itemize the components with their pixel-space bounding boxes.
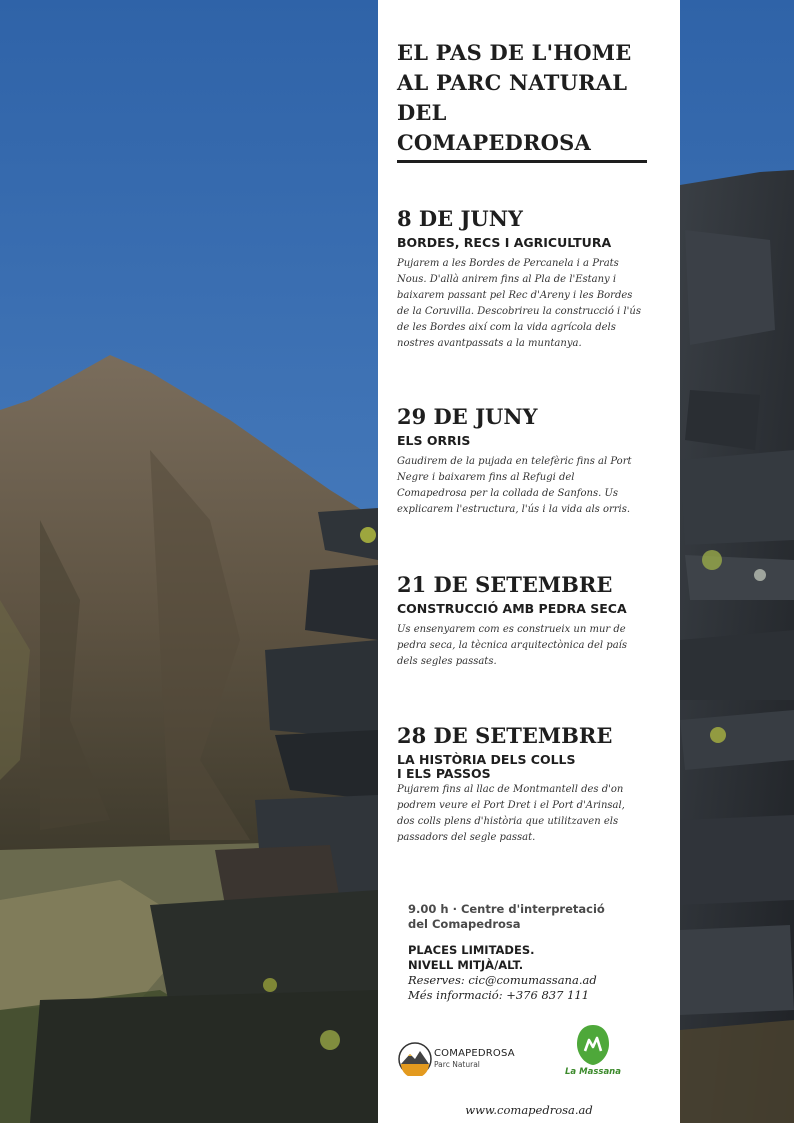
event-description: Gaudirem de la pujada en telefèric fins al Port Negre i baixarem fins al Refugi del Comapedrosa per la collada de Sanfons. Us explicarem l'estructura, l'ús i la vida als orris. <box>397 456 632 515</box>
website-link[interactable]: www.comapedrosa.ad <box>465 1103 593 1117</box>
comapedrosa-logo <box>398 1040 518 1078</box>
info-panel <box>378 0 680 1123</box>
la-massana-emblem-icon <box>576 1024 610 1066</box>
hours-line-2: del Comapedrosa <box>408 917 521 931</box>
event-date: 8 DE JUNY <box>397 206 523 231</box>
comapedrosa-logo-sub: Parc Natural <box>434 1060 480 1069</box>
event-date: 29 DE JUNY <box>397 404 538 429</box>
event-date: 28 DE SETEMBRE <box>397 723 613 748</box>
hours-line-1: 9.00 h · Centre d'interpretació <box>408 902 605 916</box>
event-1 <box>397 206 647 352</box>
title-line-3: DEL COMAPEDROSA <box>397 98 647 163</box>
event-2 <box>397 404 647 518</box>
event-description: Pujarem a les Bordes de Percanela i a Prats Nous. D'allà anirem fins al Pla de l'Estany i baixarem passant pel Rec d'Areny i les Bordes de la Coruvilla. Descobrireu la construcció i l'ús de les Bordes així com la vida agrícola dels nostres avantpassats a la muntanya. <box>397 258 641 349</box>
event-3 <box>397 572 647 670</box>
title-line-2: AL PARC NATURAL <box>397 70 628 95</box>
more-info-phone[interactable]: Més informació: +376 837 111 <box>408 988 590 1002</box>
la-massana-logo-text: La Massana <box>565 1067 621 1077</box>
poster-title <box>397 38 647 163</box>
la-massana-logo <box>563 1024 623 1080</box>
event-title: BORDES, RECS I AGRICULTURA <box>397 235 612 250</box>
event-4 <box>397 723 647 846</box>
event-title: LA HISTÒRIA DELS COLLS I ELS PASSOS <box>397 752 576 781</box>
event-description: Us ensenyarem com es construeix un mur de pedra seca, la tècnica arquitectònica del país dels segles passats. <box>397 624 627 667</box>
event-description: Pujarem fins al llac de Montmantell des d'on podrem veure el Port Dret i el Port d'Arinsal, dos colls plens d'història que utilitzaven els passadors del segle passat. <box>397 784 625 843</box>
event-title: CONSTRUCCIÓ AMB PEDRA SECA <box>397 601 627 616</box>
practical-info <box>408 902 648 1003</box>
places-line-1: PLACES LIMITADES. <box>408 943 535 957</box>
comapedrosa-emblem-icon <box>398 1042 432 1076</box>
event-date: 21 DE SETEMBRE <box>397 572 613 597</box>
places-line-2: NIVELL MITJÀ/ALT. <box>408 958 524 972</box>
event-title: ELS ORRIS <box>397 433 471 448</box>
title-line-1: EL PAS DE L'HOME <box>397 40 632 65</box>
reserves-email[interactable]: Reserves: cic@comumassana.ad <box>408 973 597 987</box>
comapedrosa-logo-name: COMAPEDROSA <box>434 1048 515 1059</box>
